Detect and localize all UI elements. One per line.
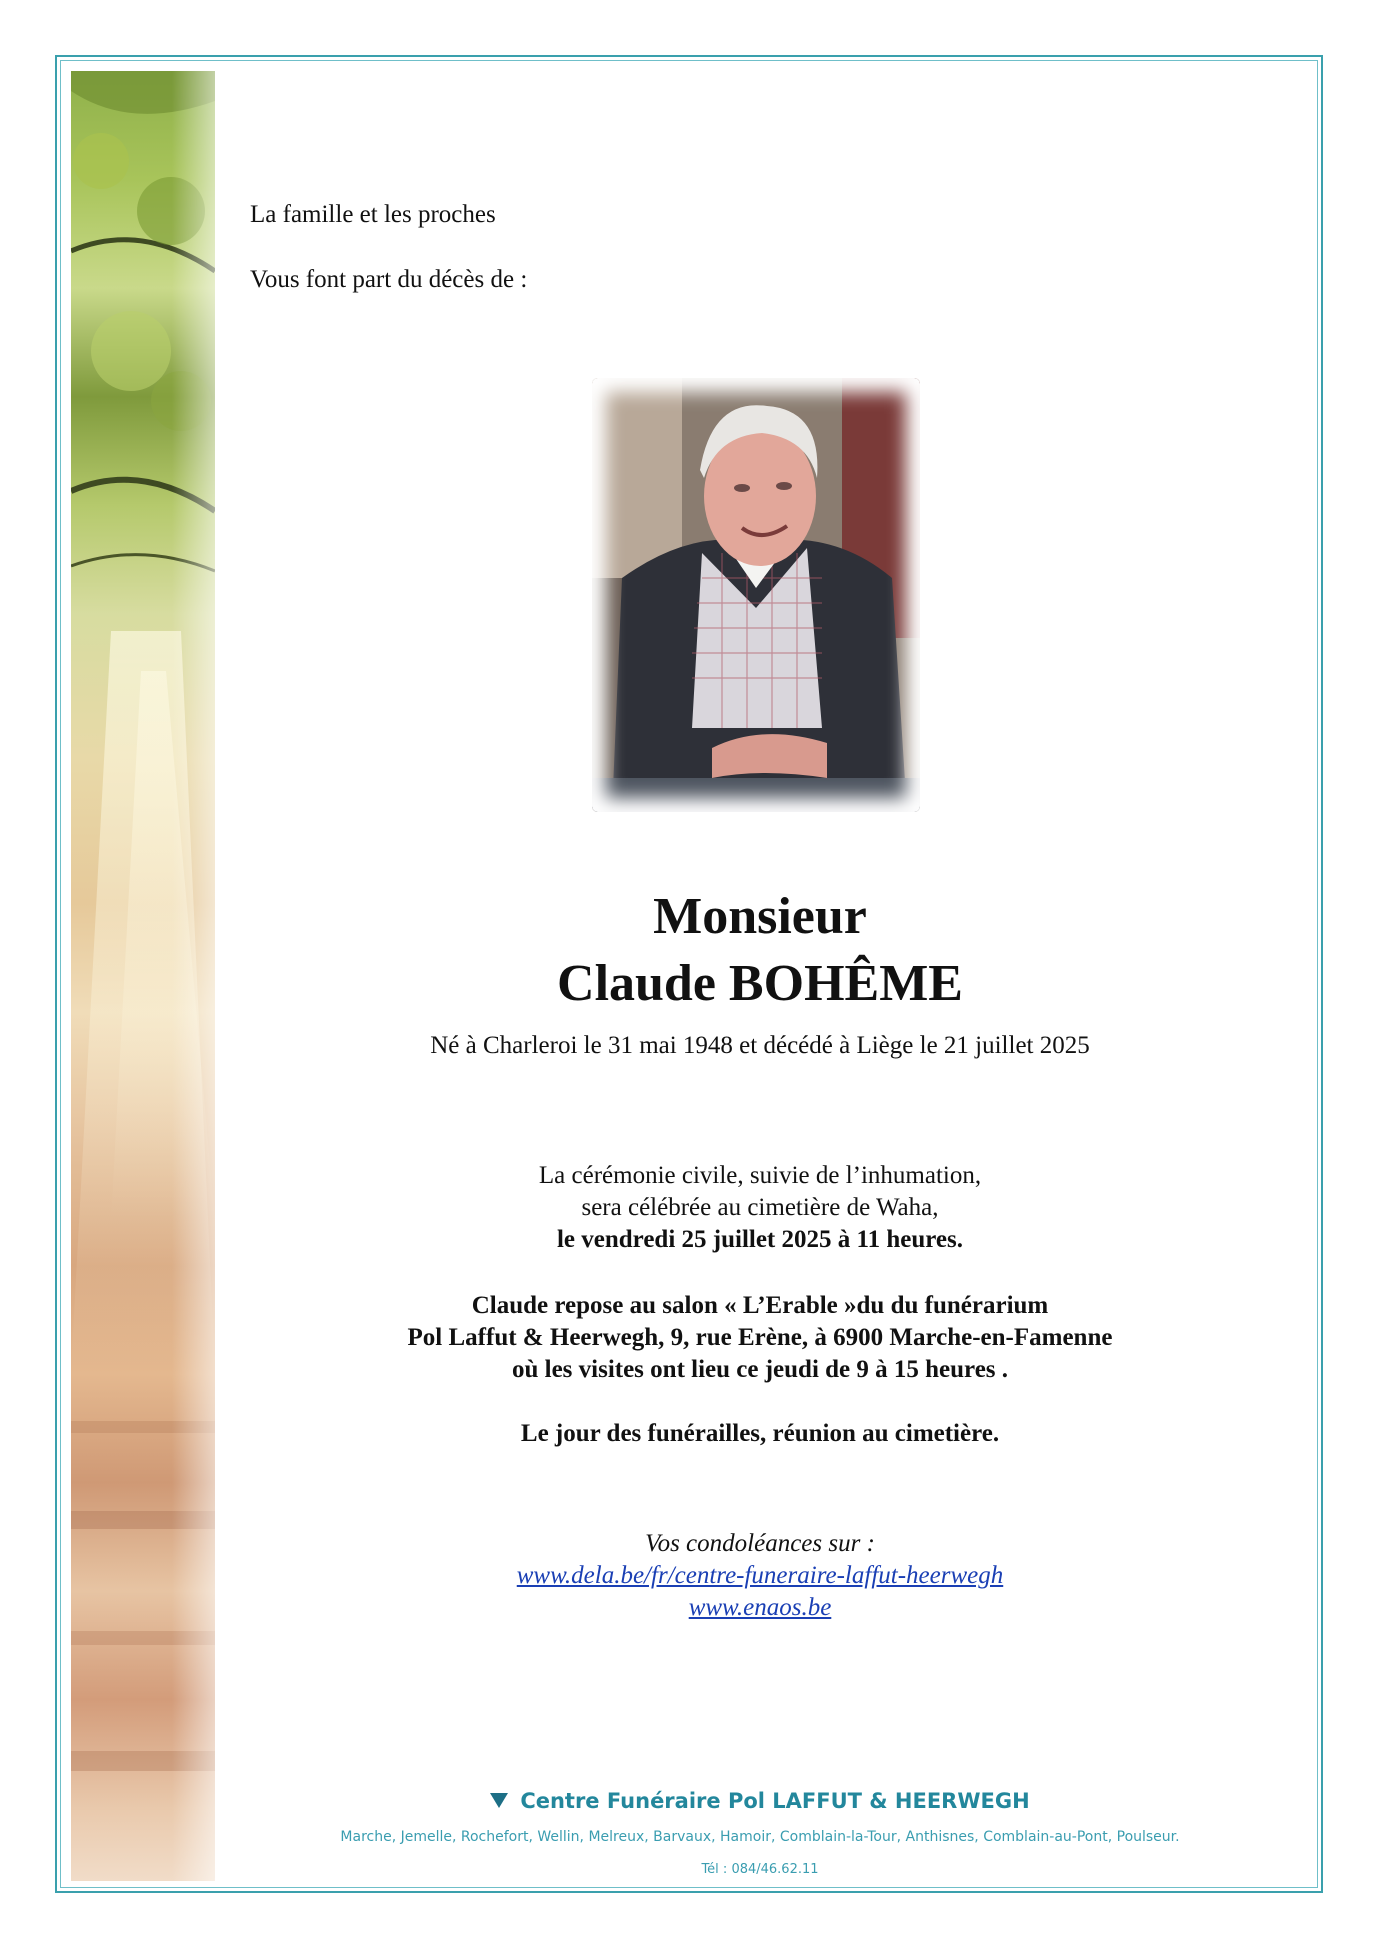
condolences-link-dela[interactable]: www.dela.be/fr/centre-funeraire-laffut-heerwegh bbox=[516, 1562, 1004, 1589]
ceremony-line: sera célébrée au cimetière de Waha, bbox=[581, 1194, 939, 1221]
ceremony-line: La cérémonie civile, suivie de l’inhumation, bbox=[538, 1162, 982, 1189]
condolences-link-enaos[interactable]: www.enaos.be bbox=[688, 1594, 832, 1621]
funeral-home-name-text: Centre Funéraire Pol LAFFUT & HEERWEGH bbox=[520, 1789, 1030, 1813]
funeral-home-phone: Tél : 084/46.62.11 bbox=[701, 1862, 819, 1877]
salon-line: où les visites ont lieu ce jeudi de 9 à 15 heures . bbox=[511, 1356, 1009, 1383]
reunion-note: Le jour des funérailles, réunion au cimetière. bbox=[520, 1420, 1000, 1447]
salon-line: Claude repose au salon « L’Erable »du du funérarium bbox=[471, 1292, 1049, 1319]
deceased-name: Claude BOHÊME bbox=[557, 955, 963, 1012]
deceased-portrait bbox=[592, 378, 920, 812]
intro-announcement-line: Vous font part du décès de : bbox=[250, 266, 528, 293]
condolences-block bbox=[215, 1528, 1305, 1624]
deceased-title: Monsieur bbox=[653, 888, 867, 945]
birth-death-dates: Né à Charleroi le 31 mai 1948 et décédé à Liège le 21 juillet 2025 bbox=[430, 1032, 1090, 1059]
funeral-home-locations: Marche, Jemelle, Rochefort, Wellin, Melreux, Barvaux, Hamoir, Comblain-la-Tour, Anthisnes, Comblain-au-Pont, Poulseur. bbox=[340, 1829, 1180, 1845]
funeral-home-name bbox=[215, 1789, 1305, 1813]
forest-path-side-image bbox=[71, 71, 215, 1881]
triangle-down-icon bbox=[490, 1793, 508, 1808]
ceremony-details bbox=[215, 1160, 1305, 1256]
salon-details bbox=[215, 1290, 1305, 1386]
intro-family-line: La famille et les proches bbox=[250, 201, 496, 228]
condolences-label: Vos condoléances sur : bbox=[645, 1530, 875, 1557]
ceremony-date-line: le vendredi 25 juillet 2025 à 11 heures. bbox=[556, 1226, 964, 1253]
salon-line: Pol Laffut & Heerwegh, 9, rue Erène, à 6900 Marche-en-Famenne bbox=[407, 1324, 1113, 1351]
